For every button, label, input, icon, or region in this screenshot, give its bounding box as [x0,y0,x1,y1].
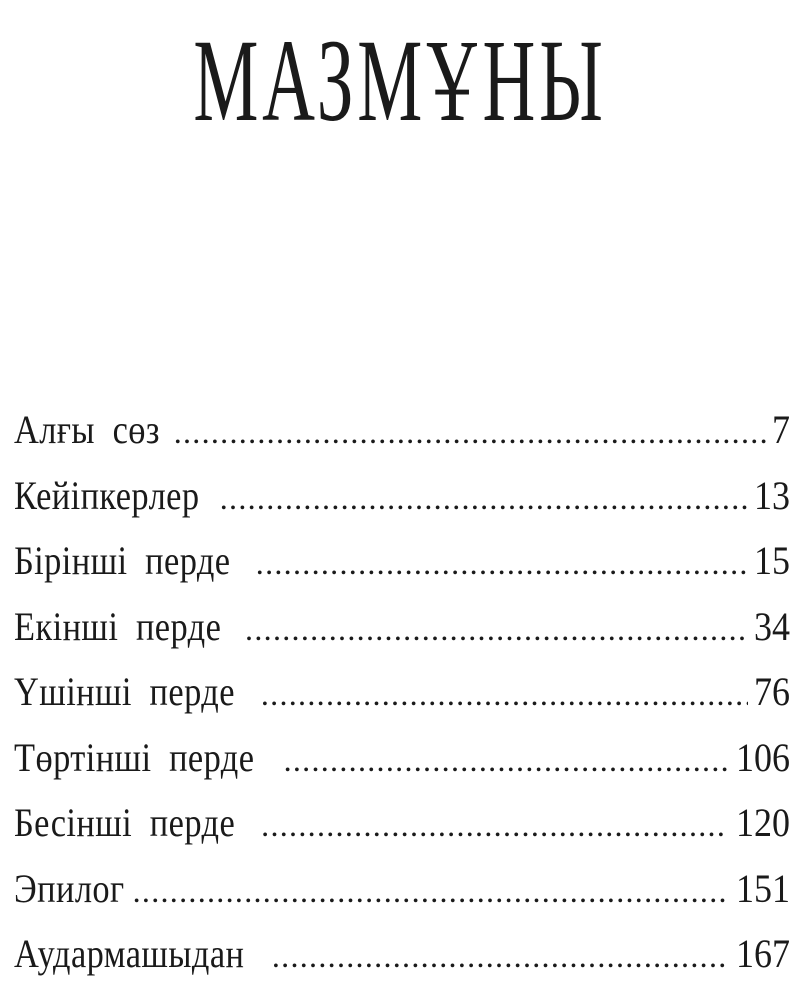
toc-entry [14,463,790,529]
dot-leader [133,859,728,922]
table-of-contents [14,397,790,987]
toc-entry-page: 15 [754,538,790,583]
toc-entry [14,856,790,922]
page-title: МАЗМҰНЫ [193,15,607,146]
dot-leader [284,728,728,791]
toc-entry-label: Төртінші перде [14,734,255,780]
toc-entry-page: 13 [754,472,790,518]
dot-leader [220,466,748,529]
toc-entry-page: 167 [736,931,790,976]
toc-entry [14,659,790,725]
toc-entry [14,594,790,660]
toc-entry [14,528,790,594]
toc-entry [14,725,790,791]
toc-entry-page: 7 [772,407,790,452]
dot-leader [261,662,748,725]
dot-leader [174,400,768,463]
toc-entry-label: Екінші перде [14,603,222,649]
toc-entry-page: 106 [736,734,790,780]
dot-leader [272,924,728,987]
toc-entry-label: Бесінші перде [14,800,236,845]
toc-entry-label: Кейіпкерлер [14,472,200,518]
toc-entry [14,397,790,463]
toc-entry-page: 120 [736,800,790,845]
toc-entry-label: Үшінші перде [14,669,235,714]
toc-entry-page: 34 [754,603,790,649]
toc-entry-label: Алғы сөз [14,407,160,452]
toc-entry [14,790,790,856]
dot-leader [261,793,728,856]
toc-entry-page: 151 [736,865,790,911]
dot-leader [245,597,748,660]
toc-entry-label: Эпилог [14,865,125,911]
toc-entry-page: 76 [754,669,790,714]
toc-entry-label: Аудармашыдан [14,931,245,976]
toc-entry [14,921,790,987]
toc-entry-label: Бірінші перде [14,538,231,583]
dot-leader [256,531,748,594]
